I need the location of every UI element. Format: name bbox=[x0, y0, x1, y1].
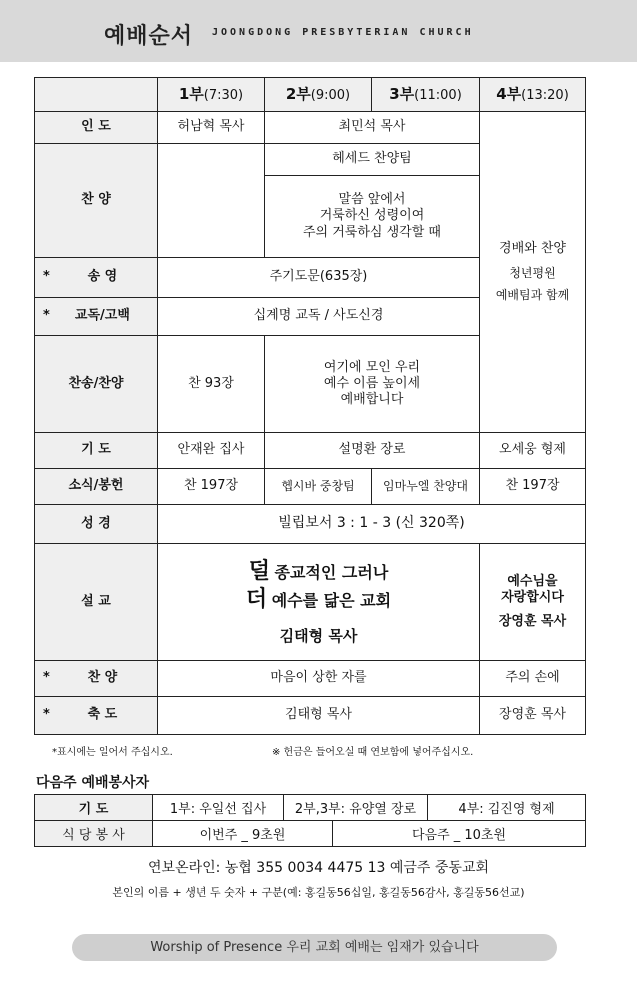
label-doxology: * 송 영 bbox=[35, 258, 158, 298]
prayer-23: 설명환 장로 bbox=[265, 433, 480, 469]
fourth-praise: 경배와 찬양 청년평원 예배팀과 함께 bbox=[480, 112, 586, 433]
scripture-value: 빌립보서 3 : 1 - 3 (신 320쪽) bbox=[158, 505, 586, 544]
row-benediction bbox=[35, 697, 586, 735]
praise-1 bbox=[158, 144, 265, 258]
label-sermon: 설 교 bbox=[35, 544, 158, 661]
column-3: 3부(11:00) bbox=[372, 78, 480, 112]
offering-instruction: 본인의 이름 + 생년 두 숫자 + 구분(예: 홍길동56십일, 홍길동56감사, 홍길동56선교) bbox=[112, 886, 525, 899]
label-benediction: * 축 도 bbox=[35, 697, 158, 735]
invocation-1: 허남혁 목사 bbox=[158, 112, 265, 144]
label-invocation: 인 도 bbox=[35, 112, 158, 144]
hymn-23: 여기에 모인 우리 예수 이름 높이세 예배합니다 bbox=[265, 336, 480, 433]
note-standing: *표시에는 일어서 주십시오. bbox=[52, 747, 173, 758]
kitchen-label: 식 당 봉 사 bbox=[35, 821, 153, 847]
next-week-table bbox=[34, 794, 586, 847]
label-closing-praise: * 찬 양 bbox=[35, 661, 158, 697]
news-2: 헵시바 중창팀 bbox=[265, 469, 372, 505]
note-offering: ※ 헌금은 들어오실 때 연보함에 넣어주십시오. bbox=[272, 747, 474, 758]
label-hymn: 찬송/찬양 bbox=[35, 336, 158, 433]
praise-team: 헤세드 찬양팀 bbox=[265, 144, 480, 176]
column-4: 4부(13:20) bbox=[480, 78, 586, 112]
row-sermon bbox=[35, 544, 586, 661]
news-4: 찬 197장 bbox=[480, 469, 586, 505]
sermon-main: 덜 종교적인 그러나 더 예수를 닮은 교회 김태형 목사 bbox=[158, 544, 480, 661]
sermon-speaker: 김태형 목사 bbox=[279, 627, 358, 646]
invocation-23: 최민석 목사 bbox=[265, 112, 480, 144]
next-prayer-23: 2부,3부: 유양열 장로 bbox=[284, 795, 428, 821]
worship-order-table bbox=[34, 77, 586, 735]
prayer-4: 오세웅 형제 bbox=[480, 433, 586, 469]
header-row bbox=[35, 78, 586, 112]
label-prayer: 기 도 bbox=[35, 433, 158, 469]
offering-account: 연보온라인: 농협 355 0034 4475 13 예금주 중동교회 bbox=[148, 860, 489, 876]
sermon-4: 예수님을 자랑합시다 장영훈 목사 bbox=[480, 544, 586, 661]
closing-praise-4: 주의 손에 bbox=[480, 661, 586, 697]
kitchen-next-week: 다음주 _ 10초원 bbox=[333, 821, 586, 847]
label-scripture: 성 경 bbox=[35, 505, 158, 544]
news-1: 찬 197장 bbox=[158, 469, 265, 505]
closing-praise-value: 마음이 상한 자를 bbox=[158, 661, 480, 697]
news-3: 임마누엘 찬양대 bbox=[372, 469, 480, 505]
label-confession: * 교독/고백 bbox=[35, 298, 158, 336]
next-prayer-1: 1부: 우일선 집사 bbox=[153, 795, 284, 821]
next-week-title: 다음주 예배봉사자 bbox=[36, 775, 150, 791]
church-name: JOONGDONG PRESBYTERIAN CHURCH bbox=[212, 27, 474, 38]
column-2: 2부(9:00) bbox=[265, 78, 372, 112]
next-prayer-label: 기 도 bbox=[35, 795, 153, 821]
praise-songs: 말씀 앞에서 거룩하신 성령이여 주의 거룩하심 생각할 때 bbox=[265, 176, 480, 258]
next-prayer-4: 4부: 김진영 형제 bbox=[428, 795, 586, 821]
row-closing-praise bbox=[35, 661, 586, 697]
kitchen-row bbox=[35, 821, 586, 847]
label-news: 소식/봉헌 bbox=[35, 469, 158, 505]
page-title: 예배순서 bbox=[104, 24, 194, 49]
benediction-value: 김태형 목사 bbox=[158, 697, 480, 735]
column-1: 1부(7:30) bbox=[158, 78, 265, 112]
row-scripture bbox=[35, 505, 586, 544]
hymn-1: 찬 93장 bbox=[158, 336, 265, 433]
header-blank bbox=[35, 78, 158, 112]
kitchen-this-week: 이번주 _ 9초원 bbox=[153, 821, 333, 847]
row-prayer bbox=[35, 433, 586, 469]
doxology-value: 주기도문(635장) bbox=[158, 258, 480, 298]
confession-value: 십계명 교독 / 사도신경 bbox=[158, 298, 480, 336]
page-header bbox=[0, 0, 637, 62]
label-praise: 찬 양 bbox=[35, 144, 158, 258]
row-news bbox=[35, 469, 586, 505]
benediction-4: 장영훈 목사 bbox=[480, 697, 586, 735]
next-prayer-row bbox=[35, 795, 586, 821]
prayer-1: 안재완 집사 bbox=[158, 433, 265, 469]
row-invocation bbox=[35, 112, 586, 144]
footer-banner: Worship of Presence 우리 교회 예배는 임재가 있습니다 bbox=[72, 934, 557, 961]
